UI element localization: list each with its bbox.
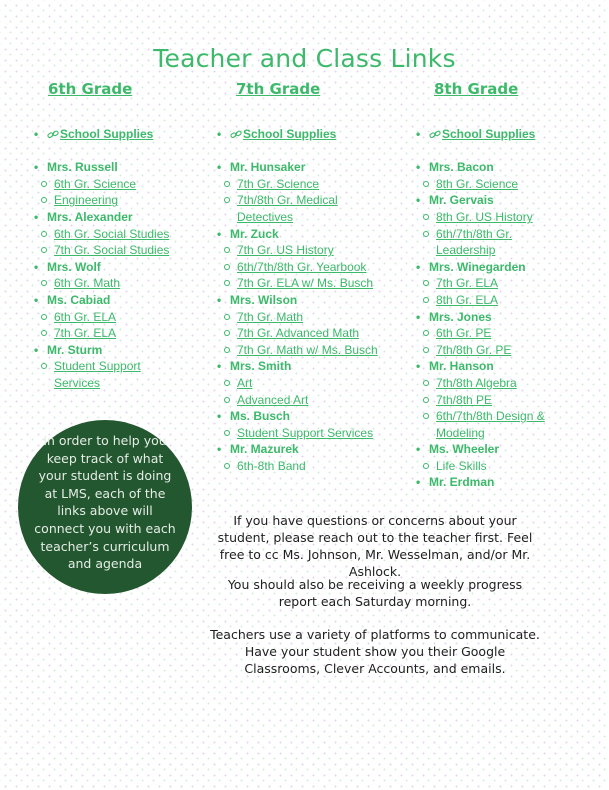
- class-link[interactable]: 7th/8th Algebra: [416, 375, 596, 392]
- link-icon: [429, 130, 441, 139]
- teacher-name: • Mrs. Wilson: [217, 292, 407, 309]
- class-link[interactable]: 6th Gr. Social Studies: [34, 226, 204, 243]
- heading-8th-grade: 8th Grade: [434, 80, 519, 98]
- teacher-name: • Mrs. Wolf: [34, 259, 204, 276]
- class-link[interactable]: 7th/8th Gr. PE: [416, 342, 596, 359]
- teacher-name: • Mr. Erdman: [416, 474, 596, 491]
- class-item: 6th-8th Band: [217, 458, 407, 475]
- teacher-name: • Mr. Mazurek: [217, 441, 407, 458]
- teacher-name: • Ms. Wheeler: [416, 441, 596, 458]
- class-link[interactable]: 8th Gr. Science: [416, 176, 596, 193]
- school-supplies-link-6th[interactable]: • School Supplies: [34, 126, 204, 143]
- teacher-name: • Mr. Zuck: [217, 226, 407, 243]
- platforms-text: Teachers use a variety of platforms to communicate. Have your student show you their Google Classrooms, Clever Accounts, and emails.: [210, 627, 540, 676]
- teacher-name: • Mr. Hanson: [416, 358, 596, 375]
- class-link[interactable]: 6th/7th/8th Gr. Yearbook: [217, 259, 407, 276]
- class-link[interactable]: 6th Gr. Science: [34, 176, 204, 193]
- class-link[interactable]: Student Support Services: [217, 425, 407, 442]
- class-link[interactable]: 6th Gr. Math: [34, 275, 204, 292]
- class-link[interactable]: Student Support Services: [34, 358, 164, 391]
- column-8th-grade: [416, 126, 596, 491]
- class-link[interactable]: 6th Gr. PE: [416, 325, 596, 342]
- page-title: Teacher and Class Links: [153, 44, 456, 73]
- teacher-name: • Mr. Hunsaker: [217, 159, 407, 176]
- teacher-name: • Mr. Sturm: [34, 342, 204, 359]
- class-link[interactable]: Art: [217, 375, 407, 392]
- column-6th-grade: [34, 126, 204, 392]
- class-link[interactable]: 6th Gr. ELA: [34, 309, 204, 326]
- teacher-name: • Ms. Cabiad: [34, 292, 204, 309]
- teacher-name: • Mrs. Jones: [416, 309, 596, 326]
- class-link[interactable]: 7th Gr. Social Studies: [34, 242, 204, 259]
- link-icon: [230, 130, 242, 139]
- heading-6th-grade: 6th Grade: [48, 80, 133, 98]
- class-link[interactable]: Advanced Art: [217, 392, 407, 409]
- class-link[interactable]: 7th Gr. ELA w/ Ms. Busch: [217, 275, 407, 292]
- class-link[interactable]: 7th/8th PE: [416, 392, 596, 409]
- class-link[interactable]: 7th Gr. US History: [217, 242, 407, 259]
- class-link[interactable]: 7th Gr. Science: [217, 176, 407, 193]
- class-link[interactable]: 7th Gr. Math: [217, 309, 407, 326]
- school-supplies-link-8th[interactable]: • School Supplies: [416, 126, 596, 143]
- class-link[interactable]: 8th Gr. ELA: [416, 292, 596, 309]
- school-supplies-link-7th[interactable]: • School Supplies: [217, 126, 407, 143]
- questions-text: If you have questions or concerns about your student, please reach out to the teacher first. Feel free to cc Ms. Johnson, Mr. Wesselman, and/or Mr. Ashlock.: [217, 513, 533, 579]
- class-link[interactable]: 7th Gr. Advanced Math: [217, 325, 407, 342]
- column-7th-grade: [217, 126, 407, 474]
- teacher-name: • Mrs. Smith: [217, 358, 407, 375]
- class-link[interactable]: 7th Gr. Math w/ Ms. Busch: [217, 342, 407, 359]
- class-link[interactable]: 7th/8th Gr. Medical Detectives: [217, 192, 372, 225]
- class-item: Life Skills: [416, 458, 596, 475]
- teacher-name: • Mrs. Russell: [34, 159, 204, 176]
- class-link[interactable]: 6th/7th/8th Gr. Leadership: [416, 226, 551, 259]
- class-link[interactable]: Engineering: [34, 192, 204, 209]
- progress-report-text: You should also be receiving a weekly progress report each Saturday morning.: [227, 577, 523, 609]
- class-link[interactable]: 7th Gr. ELA: [34, 325, 204, 342]
- class-link[interactable]: 8th Gr. US History: [416, 209, 596, 226]
- teacher-name: • Mrs. Bacon: [416, 159, 596, 176]
- class-link[interactable]: 6th/7th/8th Design & Modeling: [416, 408, 576, 441]
- teacher-name: • Ms. Busch: [217, 408, 407, 425]
- teacher-name: • Mrs. Winegarden: [416, 259, 596, 276]
- link-icon: [47, 130, 59, 139]
- teacher-name: • Mrs. Alexander: [34, 209, 204, 226]
- class-link[interactable]: 7th Gr. ELA: [416, 275, 596, 292]
- teacher-name: • Mr. Gervais: [416, 192, 596, 209]
- heading-7th-grade: 7th Grade: [236, 80, 321, 98]
- info-circle: In order to help you keep track of what your student is doing at LMS, each of the links above will connect you with each teacher’s curriculum and agenda: [18, 420, 192, 594]
